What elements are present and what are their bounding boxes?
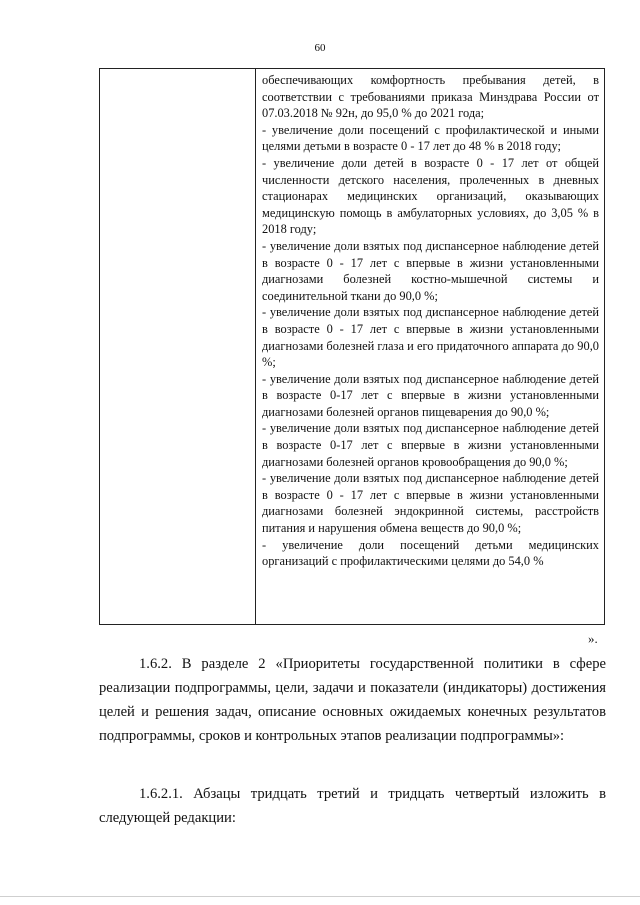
- paragraph-text: 1.6.2. В разделе 2 «Приоритеты государственной политики в сфере реализации подпрограммы, цели, задачи и показатели (индикаторы) достижения целей и решения задач, описание основных ожидаемых конечных результатов подпрограммы, сроков и контрольных этапов реализации подпрограммы»:: [99, 656, 606, 744]
- paragraph-1-6-2: [99, 652, 606, 748]
- table-item-2: - увеличение доли посещений с профилактической и иными целями детьми в возрасте 0 - 17 лет до 48 % в 2018 году;: [262, 122, 599, 154]
- table-item-1: обеспечивающих комфортность пребывания детей, в соответствии с требованиями приказа Минздрава России от 07.03.2018 № 92н, до 95,0 % до 2021 года;: [262, 73, 599, 121]
- table-item-4: - увеличение доли взятых под диспансерное наблюдение детей в возрасте 0 - 17 лет с впервые в жизни установленными диагнозами болезней костно-мышечной системы и соединительной ткани до 90,0 %;: [262, 238, 599, 303]
- table-item-3: - увеличение доли детей в возрасте 0 - 17 лет от общей численности детского населения, пролеченных в дневных стационарах медицинских организаций, оказывающих медицинскую помощь в амбулаторных условиях, до 3,05 % в 2018 году;: [262, 155, 599, 237]
- page-number: 60: [314, 42, 326, 54]
- footer-rule: [0, 896, 640, 897]
- closing-quote: ».: [588, 631, 598, 646]
- document-table: [99, 68, 605, 625]
- table-right-cell: [262, 72, 599, 570]
- table-item-9: - увеличение доли посещений детьми медицинских организаций с профилактическими целями до 54,0 %: [262, 537, 599, 569]
- table-item-6: - увеличение доли взятых под диспансерное наблюдение детей в возрасте 0-17 лет с впервые в жизни установленными диагнозами болезней органов пищеварения до 90,0 %;: [262, 371, 599, 419]
- table-item-5: - увеличение доли взятых под диспансерное наблюдение детей в возрасте 0 - 17 лет с впервые в жизни установленными диагнозами болезней глаза и его придаточного аппарата до 90,0 %;: [262, 305, 599, 370]
- paragraph-text: 1.6.2.1. Абзацы тридцать третий и тридцать четвертый изложить в следующей редакции:: [99, 786, 606, 826]
- paragraph-1-6-2-1: [99, 782, 606, 830]
- table-item-7: - увеличение доли взятых под диспансерное наблюдение детей в возрасте 0-17 лет с впервые в жизни установленными диагнозами болезней органов кровообращения до 90,0 %;: [262, 421, 599, 469]
- table-column-divider: [255, 69, 256, 624]
- table-item-8: - увеличение доли взятых под диспансерное наблюдение детей в возрасте 0 - 17 лет с впервые в жизни установленными диагнозами болезней эндокринной системы, расстройств питания и нарушения обмена веществ до 90,0 %;: [262, 471, 599, 536]
